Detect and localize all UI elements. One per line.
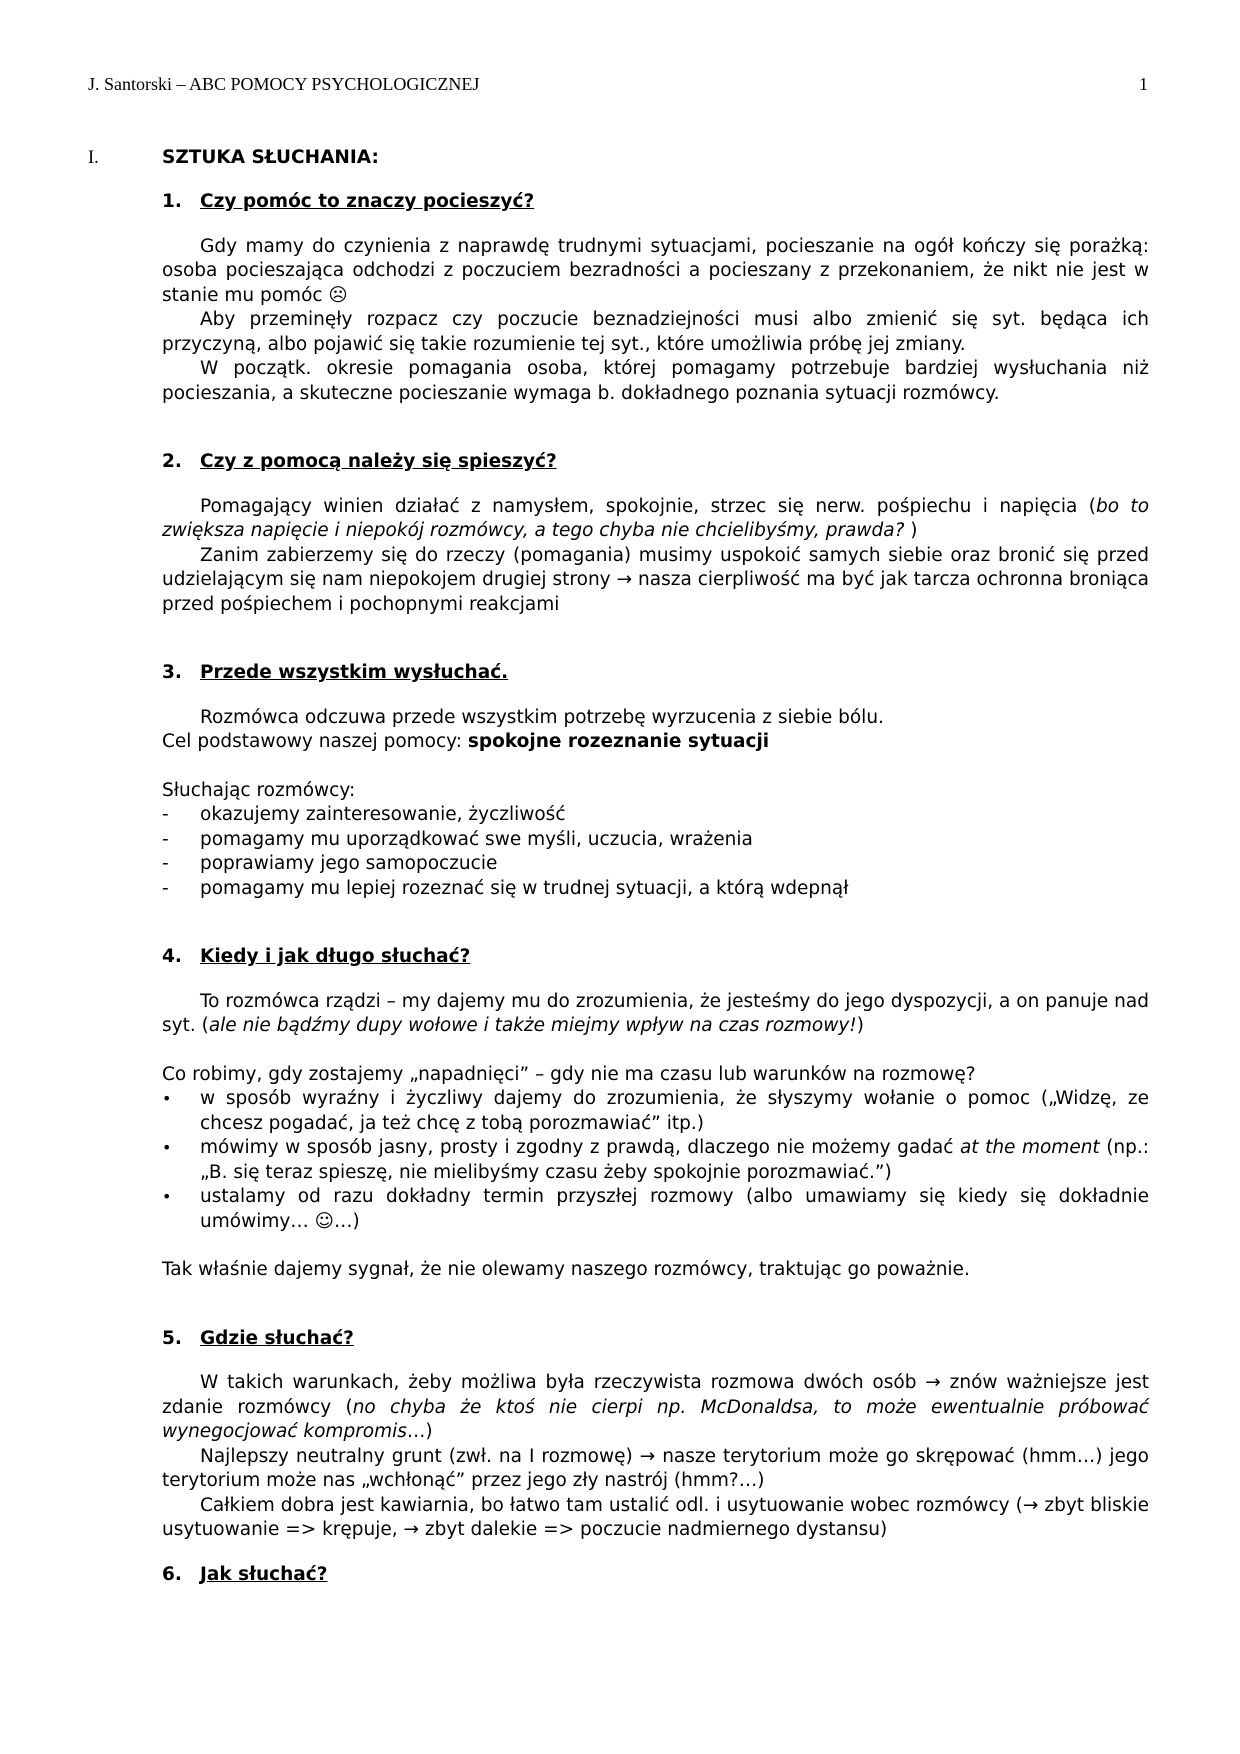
paragraph [162,730,1149,755]
paragraph: Aby przeminęły rozpacz czy poczucie beznadziejności musi albo zmienić się syt. będąca ich przyczyną, albo pojawić się takie rozumienie tej syt., które umożliwia próbę jej zmiany. [162,309,1149,355]
section-number: 1. [162,191,182,212]
list-item-text: poprawiamy jego samopoczucie [200,853,498,874]
paragraph: Rozmówca odczuwa przede wszystkim potrzebę wyrzucenia z siebie bólu. [200,706,884,728]
paragraph: Tak właśnie dajemy sygnał, że nie olewamy naszego rozmówcy, traktując go poważnie. [162,1259,970,1280]
list-item-text: pomagamy mu lepiej rozeznać się w trudnej sytuacji, a którą wdepnął [200,877,849,899]
paragraph-text: Cel podstawowy naszej pomocy: [162,731,468,752]
bullet-item [162,1185,1149,1234]
bullet-text: w sposób wyraźny i życzliwy dajemy do zrozumienia, że słyszymy wołanie o pomoc („Widzę, ze chcesz pogadać, ja też chcę z tobą porozmawiać” itp.) [200,1088,1149,1134]
italic-text: ale nie bądźmy dupy wołowe i także miejmy wpływ na czas rozmowy! [208,1015,857,1036]
header-title: J. Santorski – ABC POMOCY PSYCHOLOGICZNEJ [88,74,480,94]
paragraph: Całkiem dobra jest kawiarnia, bo łatwo tam ustalić odl. i usytuowanie wobec rozmówcy (→ zbyt bliskie usytuowanie => krępuje, → zbyt dalekie => poczucie nadmiernego dystansu) [162,1494,1149,1540]
section-number: 3. [162,662,182,683]
section-5-heading [162,1327,1149,1352]
section-number: 6. [162,1563,182,1585]
section-number: 4. [162,946,182,967]
dash-marker: - [162,804,169,825]
paragraph: W początk. okresie pomagania osoba, której pomagamy potrzebuje bardziej wysłuchania niż pocieszania, a skuteczne pocieszanie wymaga b. dokładnego poznania sytuacji rozmówcy. [162,358,1149,404]
dash-marker: - [162,853,169,874]
paragraph: Zanim zabierzemy się do rzeczy (pomagania) musimy uspokoić samych siebie oraz bronić się przed udzielającym się nam niepokojem drugiej strony → nasza cierpliwość ma być jak tarcza ochronna broniąca przed pośpiechem i pochopnymi reakcjami [162,544,1149,615]
chapter-number: I. [88,148,99,168]
paragraph-text: ) [856,1015,864,1036]
dash-marker: - [162,828,169,850]
paragraph [162,1371,1149,1445]
section-title: Kiedy i jak długo słuchać? [200,946,471,967]
bullet-marker: • [162,1138,172,1157]
chapter-title: SZTUKA SŁUCHANIA: [162,147,379,168]
list-item [162,852,1149,877]
paragraph: Gdy mamy do czynienia z naprawdę trudnymi sytuacjami, pocieszanie na ogół kończy się porażką: osoba pocieszająca odchodzi z poczuciem bezradności a pocieszany z przekonaniem, że nikt nie jest w stanie mu pomóc ☹ [162,235,1149,306]
section-1-heading [162,190,1149,215]
list-item [162,803,1149,828]
paragraph [162,990,1149,1039]
paragraph-text: W takich warunkach, żeby możliwa była rzeczywista rozmowa dwóch osób → znów ważniejsze jest zdanie rozmówcy ( [162,1372,1149,1418]
italic-text: no chyba że ktoś nie cierpi np. McDonaldsa, to może ewentualnie próbować wynegocjować kompromis [162,1396,1149,1442]
section-4-heading [162,945,1149,970]
section-number: 5. [162,1327,182,1349]
section-title: Czy pomóc to znaczy pocieszyć? [200,191,535,212]
question: Co robimy, gdy zostajemy „napadnięci” – gdy nie ma czasu lub warunków na rozmowę? [162,1063,976,1085]
section-title: Jak słuchać? [200,1563,328,1585]
list-lead: Słuchając rozmówcy: [162,779,356,801]
bold-text: spokojne rozeznanie sytuacji [467,731,770,752]
paragraph-text: To rozmówca rządzi – my dajemy mu do zrozumienia, że jesteśmy do jego dyspozycji, a on panuje nad syt. ( [162,990,1149,1036]
italic-text: bo to zwiększa napięcie i niepokój rozmówcy, a tego chyba nie chcielibyśmy, prawda? [162,495,1150,541]
chapter-heading [88,146,1149,170]
section-number: 2. [162,451,182,472]
page-number: 1 [1139,74,1148,94]
list-item-text: pomagamy mu uporządkować swe myśli, uczucia, wrażenia [200,828,753,850]
paragraph: Najlepszy neutralny grunt (zwł. na I rozmowę) → nasze terytorium może go skrępować (hmm…) jego terytorium może nas „wchłonąć” przez jego zły nastrój (hmm?…) [162,1445,1149,1491]
italic-text: at the moment [959,1137,1100,1158]
bullet-item [162,1136,1149,1185]
bullet-item [162,1087,1149,1136]
document-body [88,146,1150,1587]
section-title: Gdzie słuchać? [200,1327,354,1349]
paragraph-text: Pomagający winien działać z namysłem, spokojnie, strzec się nerw. pośpiechu i napięcia ( [200,495,1096,517]
bullet-marker: • [162,1187,172,1206]
dash-marker: - [162,877,169,899]
section-title: Przede wszystkim wysłuchać. [200,662,509,683]
section-title: Czy z pomocą należy się spieszyć? [200,451,557,472]
bullet-marker: • [162,1089,172,1108]
section-6-heading [162,1563,1149,1588]
bullet-text: (np.: „B. się teraz spieszę, nie mielibyśmy czasu żeby spokojnie porozmawiać.”) [200,1137,1150,1183]
section-2-heading [162,450,1149,475]
section-3-heading [162,661,1149,686]
list-item [162,877,1149,902]
paragraph-text: …) [406,1421,433,1442]
page-header [88,74,1148,95]
list-item-text: okazujemy zainteresowanie, życzliwość [200,804,566,825]
bullet-text: ustalamy od razu dokładny termin przyszłej rozmowy (albo umawiamy się kiedy się dokładnie umówimy… ☺…) [200,1186,1149,1232]
bullet-text: mówimy w sposób jasny, prosty i zgodny z prawdą, dlaczego nie możemy gadać [200,1137,960,1158]
list-item [162,828,1149,853]
paragraph [162,495,1149,544]
paragraph-text: ) [904,520,918,541]
